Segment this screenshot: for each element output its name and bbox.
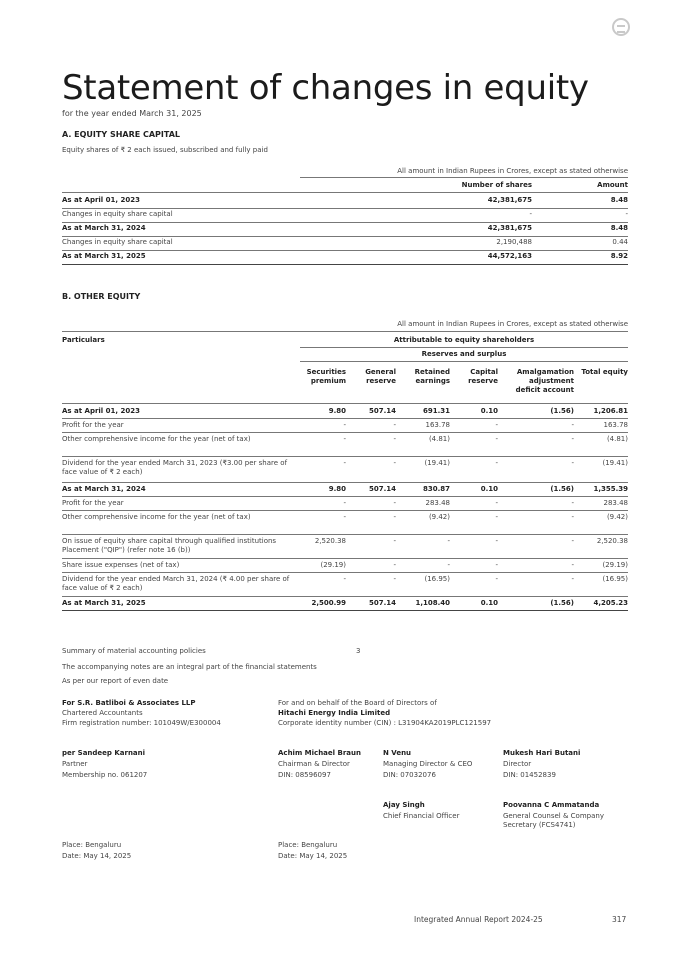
divider [62,222,628,223]
table-cell: - [393,575,396,583]
section-b-heading: B. OTHER EQUITY [62,292,141,301]
table-cell: - [571,537,574,545]
page-title: Statement of changes in equity [62,68,589,108]
signatory-name: Poovanna C Ammatanda [503,801,600,809]
table-row-label: On issue of equity share capital through qualified institutions Placement ("QIP") (refer note 16 (b)) [62,537,277,554]
table-cell: - [393,459,396,467]
table-row-label: As at April 01, 2023 [62,407,140,415]
table-cell: 1,108.40 [415,599,450,607]
divider [62,236,628,237]
table-cell-amount: 0.44 [612,238,628,246]
table-cell: - [393,435,396,443]
section-a-amount-note: All amount in Indian Rupees in Crores, except as stated otherwise [397,167,628,175]
table-cell-shares: - [529,210,532,218]
divider [62,432,628,433]
footer-report-title: Integrated Annual Report 2024-25 [414,915,543,924]
place-left: Place: Bengaluru [62,841,122,849]
table-cell: 283.48 [603,499,628,507]
signatory-id: DIN: 08596097 [278,771,331,779]
col-amount: Amount [597,181,628,189]
section-a-description: Equity shares of ₹ 2 each issued, subscribed and fully paid [62,146,268,154]
section-a-heading: A. EQUITY SHARE CAPITAL [62,130,181,139]
divider [62,264,628,265]
table-row-label: Dividend for the year ended March 31, 2023 (₹3.00 per share of face value of ₹ 2 each) [62,459,288,476]
table-cell: - [495,459,498,467]
table-row-label: Share issue expenses (net of tax) [62,561,180,569]
as-per-report: As per our report of even date [62,677,169,685]
signatory-name: per Sandeep Karnani [62,749,146,757]
table-cell: - [393,513,396,521]
summary-policies-ref: 3 [356,647,361,655]
table-cell: - [343,499,346,507]
table-cell-amount: 8.48 [610,196,628,204]
divider [62,331,628,332]
table-cell: - [495,435,498,443]
table-cell: (9.42) [428,513,450,521]
table-cell: 4,205.23 [593,599,628,607]
table-cell-amount: - [625,210,628,218]
footer-page-number: 317 [612,915,627,924]
divider [62,534,628,535]
divider [62,418,628,419]
divider [62,572,628,573]
table-cell: - [571,561,574,569]
table-cell: (1.56) [550,407,574,415]
table-cell: 507.14 [368,485,396,493]
col-header: Total equity [581,368,628,376]
table-cell-shares: 44,572,163 [487,252,532,260]
table-cell: 0.10 [480,599,498,607]
table-cell: - [343,575,346,583]
signatory-name: Mukesh Hari Butani [503,749,581,757]
table-cell: 830.87 [422,485,450,493]
table-cell: - [495,513,498,521]
divider [62,482,628,483]
table-cell: 163.78 [425,421,450,429]
table-cell: 2,520.38 [314,537,346,545]
signatory-id: DIN: 01452839 [503,771,556,779]
signatory-name: Ajay Singh [383,801,425,809]
signatory-role: General Counsel & Company Secretary (FCS4741) [503,812,604,829]
table-cell: - [571,575,574,583]
table-cell: - [571,435,574,443]
table-cell: (19.41) [602,459,628,467]
firm-description: Chartered Accountants [62,709,143,717]
divider [62,558,628,559]
table-row-label: Other comprehensive income for the year (net of tax) [62,513,251,521]
table-cell: - [343,513,346,521]
table-cell: - [571,513,574,521]
header-attributable: Attributable to equity shareholders [393,336,535,344]
table-cell: 283.48 [425,499,450,507]
signatory-role: Director [503,760,532,768]
table-cell: - [447,537,450,545]
divider [62,192,628,193]
divider [62,610,628,611]
table-row-label: Changes in equity share capital [62,238,173,246]
signatory-id: Membership no. 061207 [62,771,148,779]
divider [300,347,628,348]
table-row-label: Changes in equity share capital [62,210,173,218]
divider [62,510,628,511]
table-cell: - [571,421,574,429]
table-row-label: As at March 31, 2025 [62,599,146,607]
signatory-role: Managing Director & CEO [383,760,473,768]
table-row-label: Profit for the year [62,421,124,429]
table-cell: (4.81) [428,435,450,443]
table-cell: 507.14 [368,599,396,607]
col-header: General reserve [365,368,396,385]
col-particulars: Particulars [62,336,105,344]
table-cell: - [447,561,450,569]
divider [300,177,628,178]
table-cell: 163.78 [603,421,628,429]
section-b-amount-note: All amount in Indian Rupees in Crores, except as stated otherwise [397,320,628,328]
table-row-label: As at March 31, 2024 [62,485,146,493]
table-cell: (19.41) [424,459,450,467]
table-cell: - [343,421,346,429]
table-cell: - [343,459,346,467]
signatory-name: Achim Michael Braun [278,749,361,757]
table-cell: - [393,561,396,569]
divider [300,361,628,362]
table-cell: - [393,421,396,429]
col-header: Capital reserve [468,368,498,385]
col-header: Securities premium [306,368,346,385]
table-cell: 0.10 [480,407,498,415]
table-cell: 691.31 [422,407,450,415]
table-cell: - [393,537,396,545]
table-cell: (16.95) [424,575,450,583]
divider [62,403,628,404]
divider [62,250,628,251]
integral-note: The accompanying notes are an integral part of the financial statements [62,663,317,671]
date-right: Date: May 14, 2025 [278,852,348,860]
table-cell: (29.19) [320,561,346,569]
board-line: For and on behalf of the Board of Directors of [278,699,437,707]
table-cell-amount: 8.92 [610,252,628,260]
divider [62,208,628,209]
table-row-label: As at April 01, 2023 [62,196,140,204]
page-subtitle: for the year ended March 31, 2025 [62,109,202,118]
table-cell: - [495,421,498,429]
table-cell: - [393,499,396,507]
table-cell: 9.80 [328,407,346,415]
table-cell: 507.14 [368,407,396,415]
table-cell: - [571,459,574,467]
firm-name: For S.R. Batliboi & Associates LLP [62,699,196,707]
table-cell-amount: 8.48 [610,224,628,232]
table-cell: 9.80 [328,485,346,493]
date-left: Date: May 14, 2025 [62,852,132,860]
signatory-role: Chairman & Director [278,760,350,768]
table-cell: (9.42) [606,513,628,521]
table-row-label: As at March 31, 2025 [62,252,146,260]
table-row-label: Other comprehensive income for the year (net of tax) [62,435,251,443]
divider [62,596,628,597]
company-logo-icon [612,18,630,36]
col-number-of-shares: Number of shares [461,181,532,189]
table-row-label: Dividend for the year ended March 31, 2024 (₹ 4.00 per share of face value of ₹ 2 each) [62,575,290,592]
summary-policies-label: Summary of material accounting policies [62,647,206,655]
signatory-name: N Venu [383,749,412,757]
table-cell: 1,206.81 [593,407,628,415]
table-cell: (16.95) [602,575,628,583]
table-row-label: As at March 31, 2024 [62,224,146,232]
table-cell: 2,520.38 [596,537,628,545]
table-cell-shares: 42,381,675 [487,196,532,204]
table-cell-shares: 42,381,675 [487,224,532,232]
table-cell: - [343,435,346,443]
company-cin: Corporate identity number (CIN) : L31904KA2019PLC121597 [278,719,492,727]
table-cell: (29.19) [602,561,628,569]
table-cell: - [495,575,498,583]
company-name: Hitachi Energy India Limited [278,709,391,717]
table-cell: (1.56) [550,485,574,493]
divider [62,456,628,457]
table-cell: 2,500.99 [311,599,346,607]
col-header: Amalgamation adjustment deficit account [515,368,574,394]
col-header: Retained earnings [414,368,450,385]
table-cell: 0.10 [480,485,498,493]
table-cell: - [495,561,498,569]
signatory-id: DIN: 07032076 [383,771,436,779]
table-cell: 1,355.39 [593,485,628,493]
firm-registration: Firm registration number: 101049W/E300004 [62,719,221,727]
table-row-label: Profit for the year [62,499,124,507]
table-cell: - [571,499,574,507]
signatory-role: Chief Financial Officer [383,812,460,820]
table-cell: (1.56) [550,599,574,607]
signatory-role: Partner [62,760,88,768]
place-right: Place: Bengaluru [278,841,338,849]
table-cell-shares: 2,190,488 [496,238,532,246]
divider [62,496,628,497]
table-cell: - [495,537,498,545]
table-cell: - [495,499,498,507]
table-cell: (4.81) [606,435,628,443]
header-reserves: Reserves and surplus [421,350,507,358]
